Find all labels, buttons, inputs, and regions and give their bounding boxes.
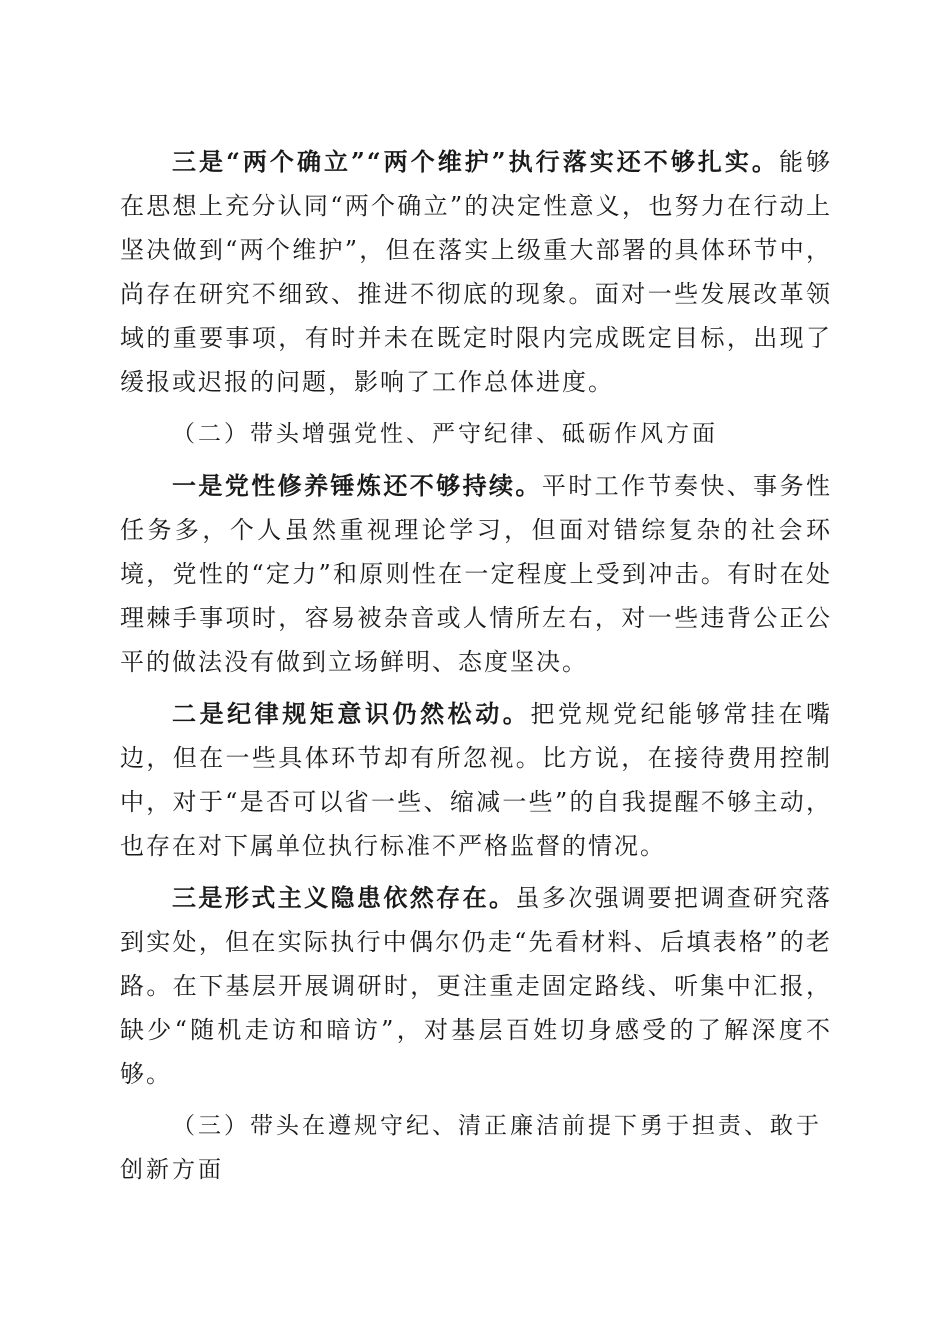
section-heading-2: （二）带头增强党性、严守纪律、砥砺作风方面 xyxy=(172,421,718,447)
paragraph-lead: 三是“两个确立”“两个维护”执行落实还不够扎实。 xyxy=(172,147,779,176)
paragraph-formalism xyxy=(120,876,832,1096)
paragraph-lead: 二是纪律规矩意识仍然松动。 xyxy=(172,699,531,728)
section-heading-3: （三）带头在遵规守纪、清正廉洁前提下勇于担责、敢于创新方面 xyxy=(120,1113,822,1183)
paragraph-party-spirit xyxy=(120,464,832,684)
paragraph-text: 平时工作节奏快、事务性任务多，个人虽然重视理论学习，但面对错综复杂的社会环境，党性的“定力”和原则性在一定程度上受到冲击。有时在处理棘手事项时，容易被杂音或人情所左右，对一些违背公正公平的做法没有做到立场鲜明、态度坚决。 xyxy=(120,472,833,676)
document-body xyxy=(120,140,832,1192)
paragraph-discipline xyxy=(120,692,832,868)
paragraph-two-establishments xyxy=(120,140,832,404)
paragraph-lead: 三是形式主义隐患依然存在。 xyxy=(172,883,516,912)
paragraph-text: 能够在思想上充分认同“两个确立”的决定性意义，也努力在行动上坚决做到“两个维护”，但在落实上级重大部署的具体环节中，尚存在研究不细致、推进不彻底的现象。面对一些发展改革领域的重要事项，有时并未在既定时限内完成既定目标，出现了缓报或迟报的问题，影响了工作总体进度。 xyxy=(120,148,833,396)
paragraph-lead: 一是党性修养锤炼还不够持续。 xyxy=(172,471,542,500)
paragraph-text: 把党规党纪能够常挂在嘴边，但在一些具体环节却有所忽视。比方说，在接待费用控制中，对于“是否可以省一些、缩减一些”的自我提醒不够主动，也存在对下属单位执行标准不严格监督的情况。 xyxy=(120,700,833,860)
paragraph-text: 虽多次强调要把调查研究落到实处，但在实际执行中偶尔仍走“先看材料、后填表格”的老路。在下基层开展调研时，更注重走固定路线、听集中汇报，缺少“随机走访和暗访”，对基层百姓切身感受的了解深度不够。 xyxy=(120,884,833,1088)
